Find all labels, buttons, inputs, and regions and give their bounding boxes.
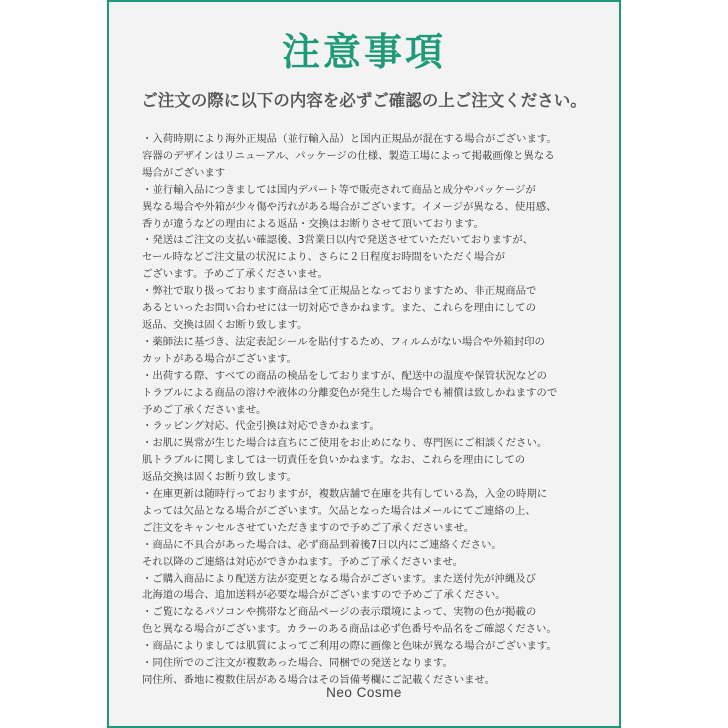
notice-item: ・出荷する際、すべての商品の検品をしておりますが、配送中の温度や保管状況などの トラブルによる商品の溶けや液体の分離変色が発生した場合でも補償は致しかねますので 予めご了承くださいませ。 (142, 369, 558, 416)
notice-item: ・商品に不具合があった場合は、必ず商品到着後7日以内にご連絡ください。 それ以降のご連絡は対応ができかねます。予めご了承くださいませ。 (142, 538, 502, 568)
notice-item: ・並行輸入品につきましては国内デパート等で販売されて商品と成分やパッケージが 異なる場合や外箱が少々傷や汚れがある場合がございます。イメージが異なる、使用感、 香りが違うなどの理由による返品・交換はお断りさせて頂いております。 (142, 183, 557, 230)
page-title: 注意事項 (281, 30, 446, 74)
notice-item: ・弊社で取り扱っております商品は全て正規品となっておりますため、非正規商品で あるといったお問い合わせには一切対応できかねます。また、これらを理由にしての 返品、交換は固くお断り致します。 (142, 285, 537, 331)
notice-item: ・ラッピング対応、代金引換は対応できかねます。 (142, 420, 380, 433)
notice-item: ・ご覧になるパソコンや携帯など商品ページの表示環境によって、実物の色が掲載の 色と異なる場合がございます。カラーのある商品は必ず色番号や品名をご確認ください。 (142, 606, 557, 636)
notice-item: ・入荷時期により海外正規品（並行輸入品）と国内正規品が混在する場合がございます。 容器のデザインはリニューアル、パッケージの仕様、製造工場によって掲載画像と異なる 場合がございます (142, 133, 557, 179)
notice-list (142, 131, 612, 689)
notice-item: ・薬師法に基づき、法定表記シールを貼付するため、フィルムがない場合や外箱封印の カットがある場合がございます。 (142, 335, 545, 365)
notice-item: ・お肌に異常が生じた場合は直ちにご使用をお止めになり、専門医にご相談ください。 肌トラブルに関しましては一切責任を負いかねます。なお、これらを理由にしての 返品交換は固くお断り致します。 (142, 437, 548, 484)
notice-item: ・商品によりましては肌質によってご利用の際に画像と色味が異なる場合がございます。 (142, 640, 557, 653)
notice-item: ・在庫更新は随時行っておりますが，複数店舗で在庫を共有している為，入金の時期に よっては欠品となる場合がございます。欠品となった場合はメールにてご連絡の上、 ご注文をキャンセルさせていただきますので予めご了承くださいませ。 (142, 488, 548, 534)
notice-item: ・発送はご注文の支払い確認後、3営業日以内で発送させていただいておりますが、 セール時などご注文量の状況により、さらに２日程度お時間をいただく場合が ございます。予めご了承くださいませ。 (142, 234, 534, 281)
notice-item: ・ご購入商品により配送方法が変更となる場合がございます。また送付先が沖縄及び 北海道の場合、追加送料が必要な場合がございますので予めご了承ください。 (142, 572, 537, 602)
notice-panel (107, 0, 621, 728)
notice-item: ・同住所でのご注文が複数あった場合、同梱での発送となります。 同住所、番地に複数住居がある場合はその旨備考欄にご記載くださいませ。 (142, 657, 495, 686)
brand-footer: Neo Cosme (326, 685, 402, 700)
page-subtitle: ご注文の際に以下の内容を必ずご確認の上ご注文ください。 (141, 91, 587, 110)
